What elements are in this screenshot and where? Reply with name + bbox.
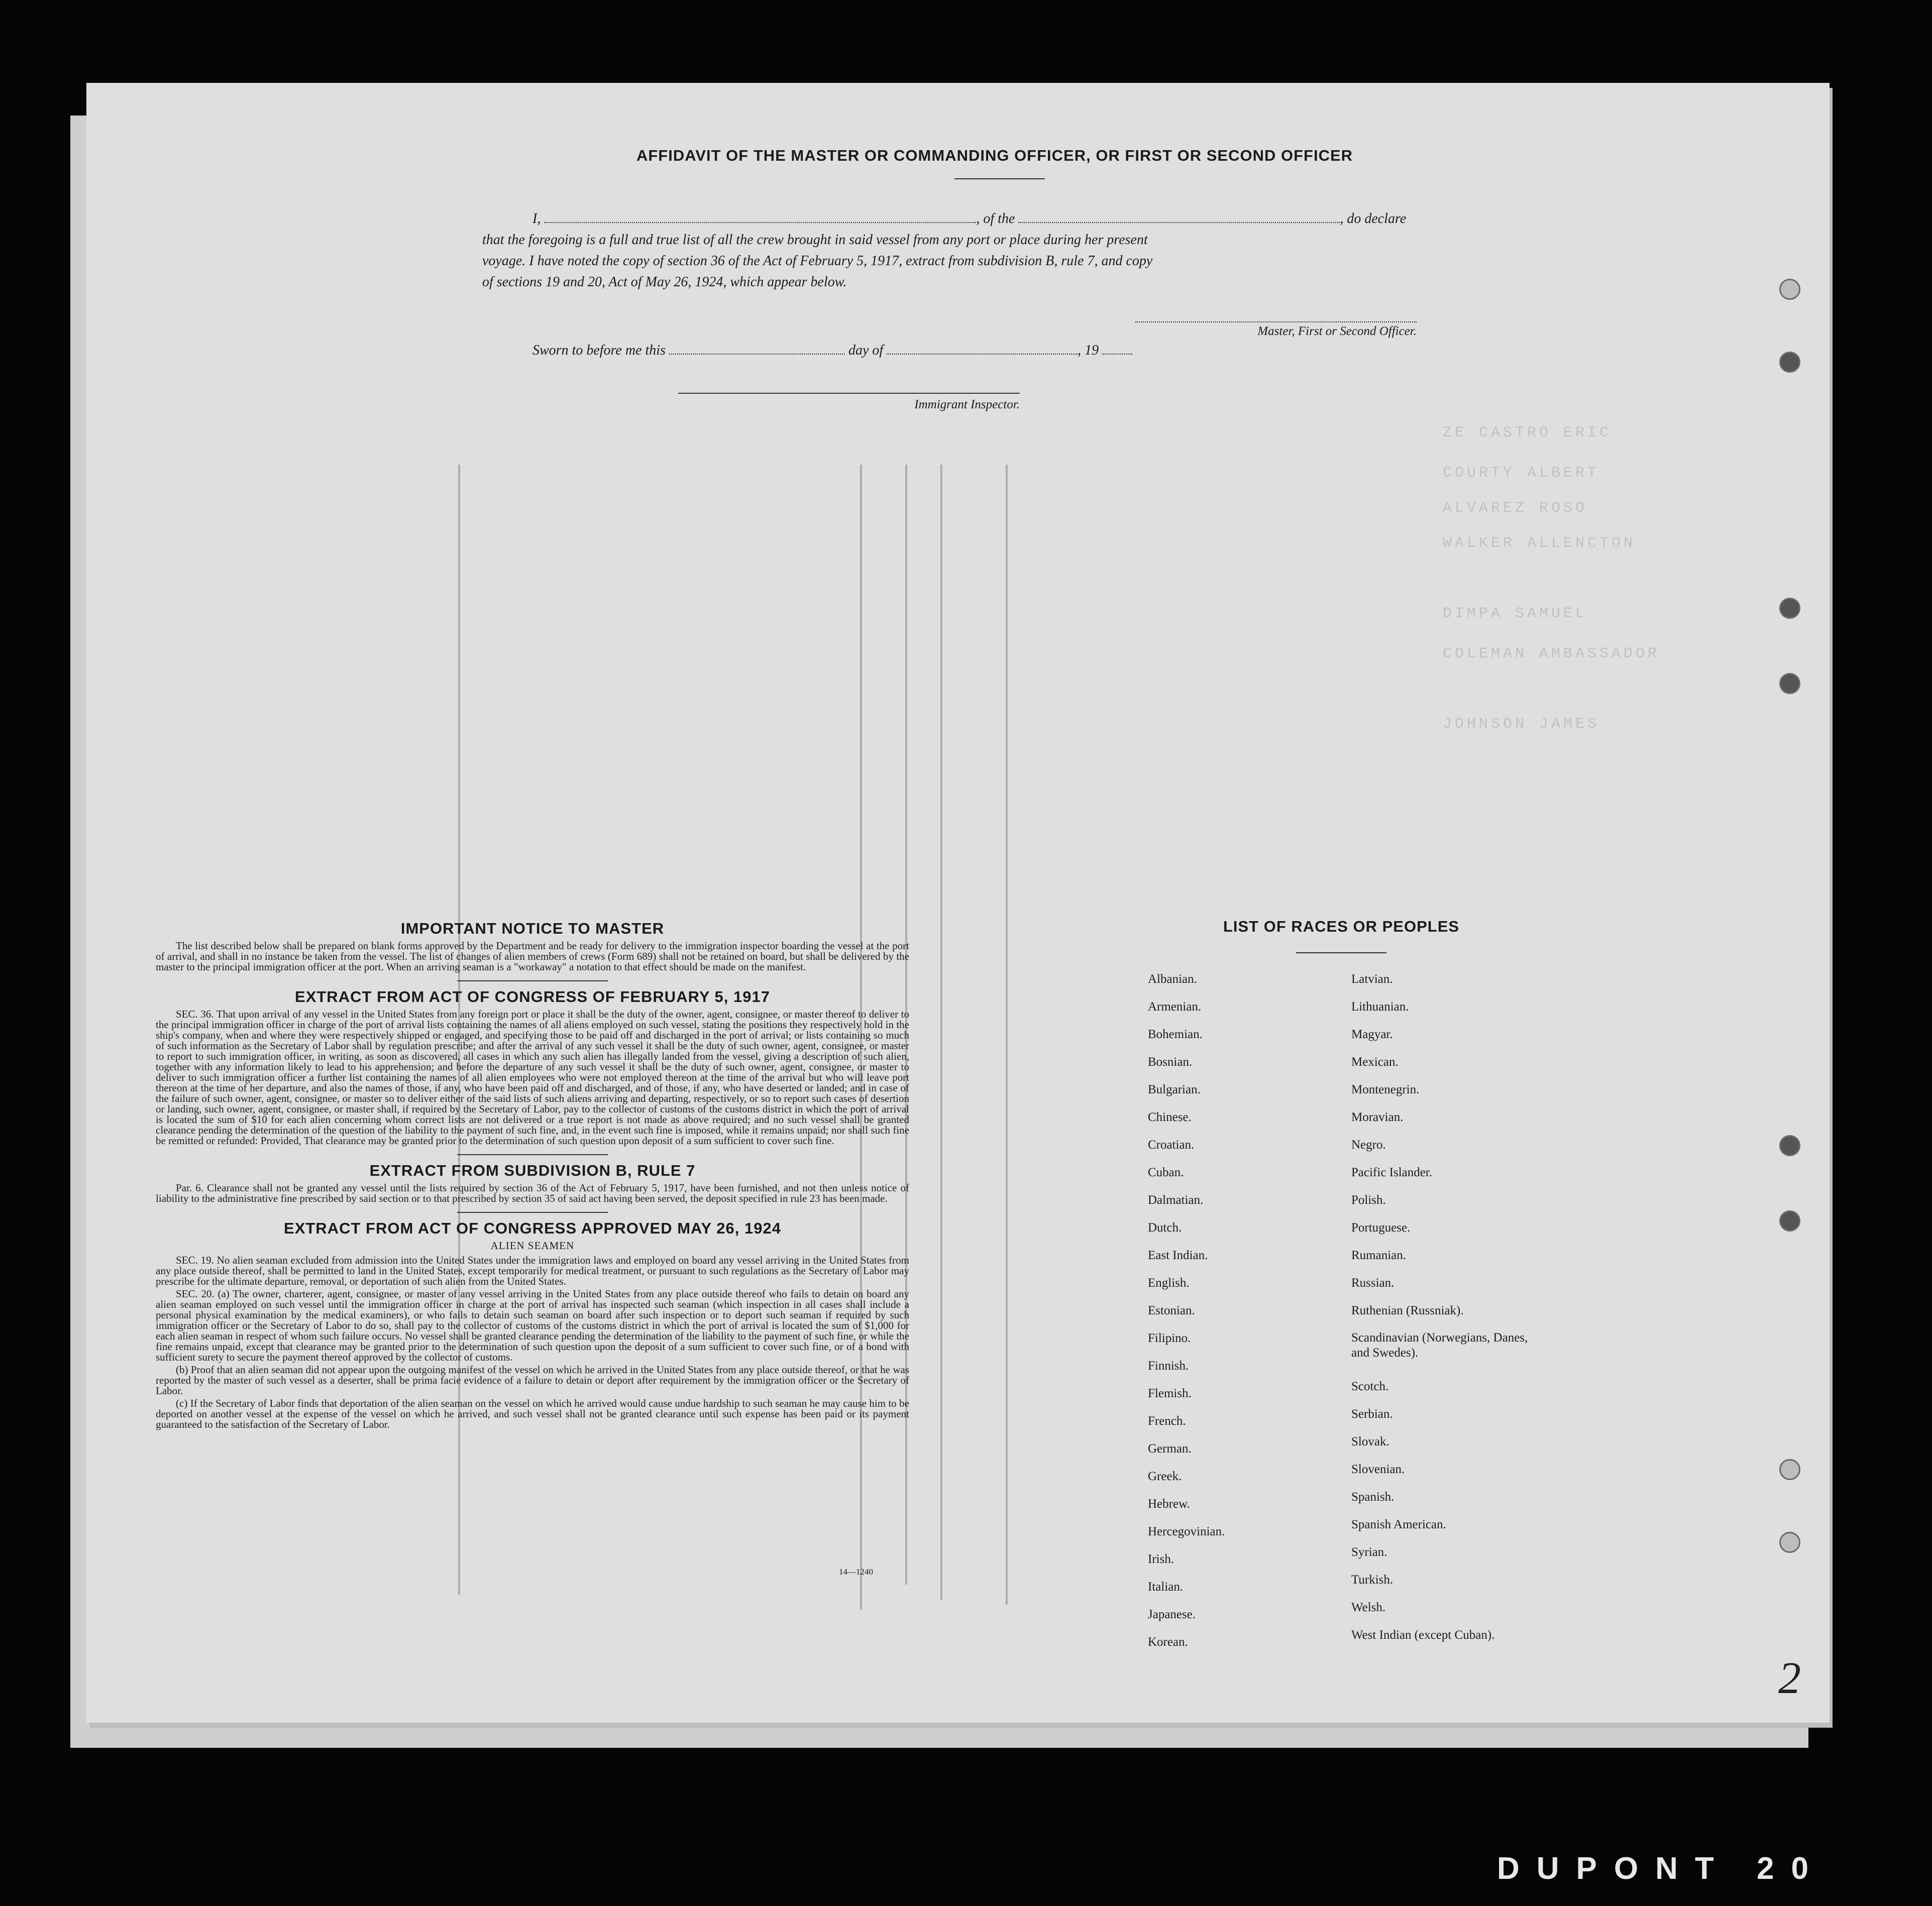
bleed-through-text: ALVAREZ ROSO (1443, 500, 1588, 517)
punch-hole (1779, 352, 1800, 373)
section-divider (457, 1154, 608, 1155)
notice-title: IMPORTANT NOTICE TO MASTER (400, 920, 665, 937)
race-item: Bulgarian. (1148, 1083, 1201, 1096)
extract-rule7-title: EXTRACT FROM SUBDIVISION B, RULE 7 (369, 1162, 696, 1179)
race-item: Dalmatian. (1148, 1193, 1204, 1207)
punch-hole (1779, 279, 1800, 300)
inspector-signature-caption: Immigrant Inspector. (678, 393, 1020, 412)
extract-1917-text: SEC. 36. That upon arrival of any vessel in the United States from any foreign port or place it shall be the duty of the owner, agent, consignee, or master thereof to deliver to the principal immigration officer in charge of the port of arrival lists containing the names of all aliens employed on such vessel, stating the positions they respectively hold in the ship's company, when and where they were respectively shipped or engaged, and specifying those to be paid off and discharged in the port of arrival; or lists containing so much of such information as the Secretary of Labor shall by regulation prescribe; and after the arrival of any such vessel it shall be the duty of such owner, agent, consignee, or master to report to such immigration officer, in writing, as soon as discovered, all cases in which any such alien has illegally landed from the vessel, giving a description of such alien, together with any information likely to lead to his apprehension; and before the departure of any such vessel it shall be the duty of such owner, agent, consignee, or master to deliver to such immigration officer a further list containing the names of all alien employees who were not employed thereon at the time of the arrival but who will leave port thereon at the time of her departure, and also the names of those, if any, who have been paid off and discharged, and of those, if any, who have deserted or landed; and in case of the failure of such owner, agent, consignee, or master so to deliver either of the said lists of such aliens arriving and departing, respectively, or so to report such cases of desertion or landing, such owner, agent, consignee, or master shall, if required by the Secretary of Labor, pay to the collector of customs of the customs district in which the port of arrival is located the sum of $10 for each alien concerning whom correct lists are not delivered or a true report is not made as above required; and no such vessel shall be granted clearance pending the determination of the question of the liability to the payment of such fine, and, in the event such fine is imposed, while it remains unpaid; nor shall such fine be remitted or refunded: Provided, That clearance may be granted prior to the determination of such question upon deposit of a sum sufficient to cover such fine. (156, 1008, 909, 1147)
race-item: West Indian (except Cuban). (1351, 1628, 1495, 1642)
race-item: Croatian. (1148, 1138, 1195, 1152)
race-item: Lithuanian. (1351, 1000, 1409, 1014)
bleed-through-text: COLEMAN AMBASSADOR (1443, 645, 1660, 662)
film-edge-code: DUPONT 20 (1497, 1851, 1826, 1886)
affidavit-line-4: of sections 19 and 20, Act of May 26, 1924, which appear below. (482, 274, 847, 290)
bleed-through-line (940, 465, 942, 1600)
race-item: Latvian. (1351, 972, 1393, 986)
race-item: Welsh. (1351, 1601, 1386, 1614)
master-name-blank[interactable] (544, 222, 976, 223)
punch-hole (1779, 1459, 1800, 1480)
bleed-through-text: ZE CASTRO ERIC (1443, 424, 1612, 441)
race-item: Flemish. (1148, 1387, 1192, 1400)
sworn-line (532, 343, 1132, 359)
race-item: Estonian. (1148, 1304, 1195, 1317)
affidavit-title: AFFIDAVIT OF THE MASTER OR COMMANDING OFFICER, OR FIRST OR SECOND OFFICER (636, 147, 1353, 164)
affidavit-title-rule (954, 178, 1045, 179)
race-item: Spanish American. (1351, 1518, 1446, 1531)
alien-seamen-subtitle: ALIEN SEAMEN (490, 1240, 575, 1252)
race-item: Filipino. (1148, 1331, 1191, 1345)
race-item: Ruthenian (Russniak). (1351, 1304, 1464, 1317)
race-item: Portuguese. (1351, 1221, 1411, 1235)
affidavit-of-the: , of the (976, 211, 1015, 227)
races-title: LIST OF RACES OR PEOPLES (1223, 918, 1460, 935)
race-item: Moravian. (1351, 1110, 1404, 1124)
legal-notices (156, 920, 909, 1432)
race-item: Irish. (1148, 1552, 1174, 1566)
section-divider (457, 1212, 608, 1213)
race-item: Cuban. (1148, 1166, 1184, 1179)
race-item: Slovak. (1351, 1435, 1389, 1448)
race-item: Syrian. (1351, 1545, 1387, 1559)
race-item: Dutch. (1148, 1221, 1182, 1235)
extract-1924-title: EXTRACT FROM ACT OF CONGRESS APPROVED MAY 26, 1924 (284, 1219, 781, 1237)
form-number: 14—1240 (839, 1567, 873, 1577)
races-title-rule (1296, 952, 1386, 953)
race-item: Hercegovinian. (1148, 1525, 1225, 1538)
section-20c-text: (c) If the Secretary of Labor finds that deportation of the alien seaman on the vessel on which he arrived would cause undue hardship to such seaman he may cause him to be deported on another vessel at the expense of the vessel on which he arrived, and such vessel shall not be granted clearance until such expense has been paid or its payment guaranteed to the satisfaction of the Secretary of Labor. (156, 1397, 909, 1430)
race-item: Slovenian. (1351, 1463, 1405, 1476)
race-item: German. (1148, 1442, 1192, 1455)
affidavit-declare: , do declare (1340, 211, 1407, 227)
notice-text: The list described below shall be prepared on blank forms approved by the Department and be ready for delivery to the immigration inspector boarding the vessel at the port of arrival, and shall in no instance be taken from the vessel. The list of changes of alien members of crews (Form 689) shall not be retained on board, but shall be delivered by the master to the principal immigration officer at the port. When an arriving seaman is a "workaway" a notation to that effect should be made on the manifest. (156, 940, 909, 973)
officer-signature-caption: Master, First or Second Officer. (1135, 321, 1417, 339)
race-item: East Indian. (1148, 1249, 1208, 1262)
punch-hole (1779, 1210, 1800, 1231)
sworn-month-blank[interactable] (887, 354, 1078, 355)
race-item: Turkish. (1351, 1573, 1393, 1587)
race-item: Rumanian. (1351, 1249, 1407, 1262)
race-item: Finnish. (1148, 1359, 1189, 1373)
race-item: Scandinavian (Norwegians, Danes, and Swedes). (1351, 1331, 1528, 1360)
race-item: Polish. (1351, 1193, 1386, 1207)
handwritten-page-mark: 2 (1778, 1653, 1801, 1703)
races-list-left (1148, 965, 1225, 1656)
section-20a-text: SEC. 20. (a) The owner, charterer, agent, consignee, or master of any vessel arriving in the United States from any place outside thereof who fails to detain on board any alien seaman employed on such vessel until the immigration officer in charge at the port of arrival has inspected such seaman (which inspection in all cases shall include a personal physical examination by the medical examiners), or who fails to detain such seaman on board after such inspection or to deport such seaman if required by such immigration officer or the Secretary of Labor to do so, shall pay to the collector of customs of the customs district in which the port of arrival is located the sum of $1,000 for each alien seaman in respect of whom such failure occurs. No vessel shall be granted clearance pending the determination of the liability to the payment of such fine, or while the fine remains unpaid, except that clearance may be granted prior to the determination of such question upon the deposit of a sum sufficient to cover such fine, or of a bond with sufficient surety to secure the payment thereof approved by the collector of customs. (156, 1288, 909, 1363)
race-item: Russian. (1351, 1276, 1394, 1290)
bleed-through-text: WALKER ALLENCTON (1443, 535, 1636, 552)
affidavit-declaration-line (482, 208, 1452, 230)
affidavit-line-3: voyage. I have noted the copy of section 36 of the Act of February 5, 1917, extract from subdivision B, rule 7, and copy (482, 253, 1153, 269)
race-item: Magyar. (1351, 1028, 1393, 1041)
race-item: Bosnian. (1148, 1055, 1193, 1069)
sworn-prefix: Sworn to before me this (532, 343, 666, 358)
extract-rule7-text: Par. 6. Clearance shall not be granted any vessel until the lists required by section 36 of the Act of February 5, 1917, have been furnished, and not then unless notice of liability to the administrative fine prescribed by said section or to that prescribed by section 35 of said act having been served, the deposit specified in rule 23 has been made. (156, 1182, 909, 1204)
race-item: Mexican. (1351, 1055, 1399, 1069)
vessel-name-blank[interactable] (1018, 222, 1340, 223)
race-item: Pacific Islander. (1351, 1166, 1433, 1179)
punch-hole (1779, 1532, 1800, 1553)
punch-hole (1779, 598, 1800, 619)
section-divider (457, 980, 608, 981)
punch-hole (1779, 673, 1800, 694)
race-item: Negro. (1351, 1138, 1386, 1152)
affidavit-i: I, (532, 211, 541, 227)
race-item: Armenian. (1148, 1000, 1202, 1014)
document-page (86, 83, 1830, 1723)
bleed-through-text: COURTY ALBERT (1443, 465, 1600, 482)
sworn-year-prefix: , 19 (1078, 343, 1099, 358)
race-item: Serbian. (1351, 1407, 1393, 1421)
sworn-day-of: day of (848, 343, 884, 358)
section-19-text: SEC. 19. No alien seaman excluded from admission into the United States under the immigration laws and employed on board any vessel arriving in the United States from any place outside thereof, shall be permitted to land in the United States, except temporarily for medical treatment, or pursuant to such regulations as the Secretary of Labor may prescribe for the ultimate departure, removal, or deportation of such alien from the United States. (156, 1254, 909, 1287)
race-item: Spanish. (1351, 1490, 1394, 1504)
extract-1917-title: EXTRACT FROM ACT OF CONGRESS OF FEBRUARY 5, 1917 (295, 988, 770, 1005)
affidavit-line-2: that the foregoing is a full and true list of all the crew brought in said vessel from any port or place during her present (482, 232, 1148, 248)
race-item: Bohemian. (1148, 1028, 1203, 1041)
bleed-through-line (1006, 465, 1008, 1605)
race-item: Montenegrin. (1351, 1083, 1420, 1096)
race-item: Korean. (1148, 1635, 1188, 1649)
race-item: Hebrew. (1148, 1497, 1190, 1511)
race-item: Italian. (1148, 1580, 1184, 1594)
races-list-right (1351, 965, 1542, 1649)
race-item: English. (1148, 1276, 1190, 1290)
punch-hole (1779, 1135, 1800, 1156)
bleed-through-text: JOHNSON JAMES (1443, 716, 1600, 733)
sworn-day-blank[interactable] (669, 354, 845, 355)
race-item: Greek. (1148, 1470, 1182, 1483)
affidavit-text (482, 208, 1452, 293)
sworn-year-blank[interactable] (1102, 354, 1132, 355)
section-20b-text: (b) Proof that an alien seaman did not appear upon the outgoing manifest of the vessel on which he arrived in the United States from any place outside thereof, or that he was reported by the master of such vessel as a deserter, shall be prima facie evidence of a failure to detain or deport after requirement by the immigration officer or the Secretary of Labor. (156, 1364, 909, 1397)
race-item: Albanian. (1148, 972, 1197, 986)
race-item: French. (1148, 1414, 1186, 1428)
race-item: Chinese. (1148, 1110, 1192, 1124)
bleed-through-text: DIMPA SAMUEL (1443, 605, 1588, 622)
race-item: Scotch. (1351, 1380, 1389, 1393)
race-item: Japanese. (1148, 1608, 1196, 1621)
